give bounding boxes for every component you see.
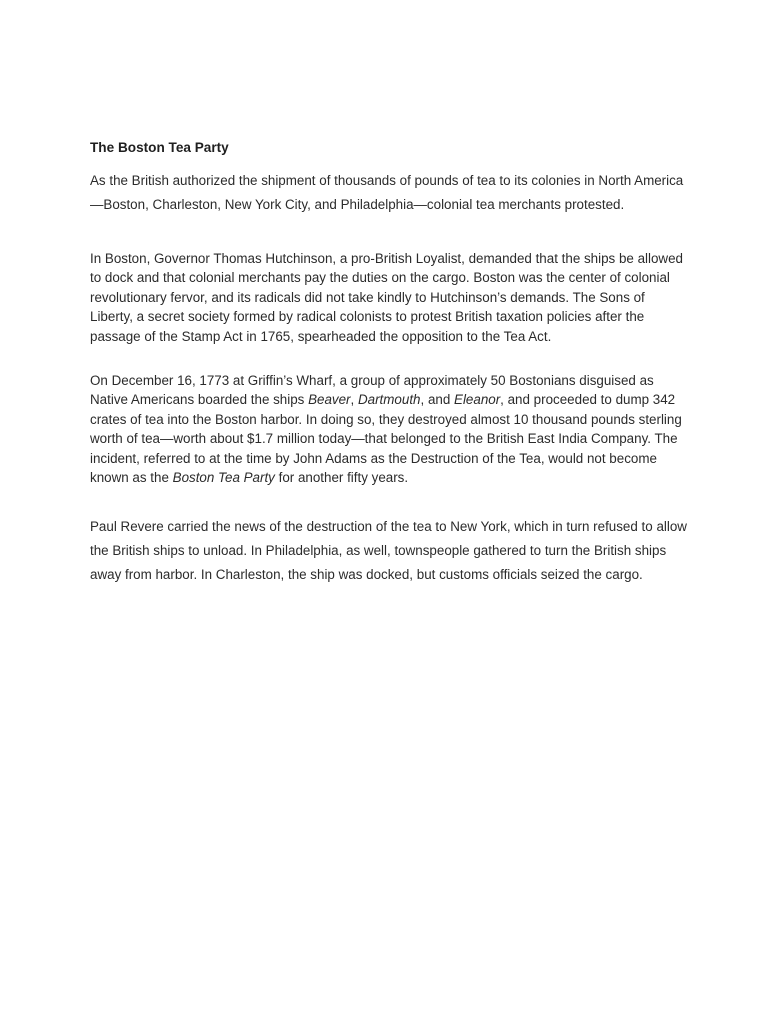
- paragraph-text: In Boston, Governor Thomas Hutchinson, a pro-British Loyalist, demanded that the ships be allowed to dock and that colonial merchants pay the duties on the cargo. Boston was the center of colonial revolutionary fervor, and its radicals did not take kindly to Hutchinson’s demands. The Sons of Liberty, a secret society formed by radical colonists to protest British taxation policies after the passage of the Stamp Act in 1765, spearheaded the opposition to the Tea Act.: [90, 251, 683, 344]
- paragraph-intro: [90, 169, 690, 217]
- event-name-italic: Boston Tea Party: [172, 470, 275, 486]
- paragraph-text: Paul Revere carried the news of the destruction of the tea to New York, which in turn refused to allow the British ships to unload. In Philadelphia, as well, townspeople gathered to turn the British ships away from harbor. In Charleston, the ship was docked, but customs officials seized the cargo.: [90, 519, 687, 583]
- ship-name-dartmouth: Dartmouth: [357, 392, 421, 408]
- document-title: The Boston Tea Party: [90, 140, 229, 155]
- paragraph-tea-party: [90, 371, 690, 487]
- ship-name-beaver: Beaver: [308, 392, 351, 408]
- paragraph-revere: [90, 515, 690, 587]
- ship-name-eleanor: Eleanor: [454, 392, 501, 408]
- paragraph-text: On December 16, 1773 at Griffin’s Wharf, a group of approximately 50 Bostonians disguised as Native Americans boarded the ships: [90, 373, 654, 408]
- document-body: [90, 139, 690, 587]
- paragraph-text: ,: [350, 392, 358, 408]
- paragraph-text: , and proceeded to dump 342 crates of tea into the Boston harbor. In doing so, they destroyed almost 10 thousand pounds sterling worth of tea—worth about $1.7 million today—that belonged to the British East India Company. The incident, referred to at the time by John Adams as the Destruction of the Tea, would not become known as the: [90, 392, 682, 486]
- paragraph-text: , and: [420, 392, 455, 408]
- paragraph-text: for another fifty years.: [274, 470, 409, 486]
- paragraph-hutchinson: [90, 249, 690, 346]
- paragraph-text: As the British authorized the shipment of thousands of pounds of tea to its colonies in North America—Boston, Charleston, New York City, and Philadelphia—colonial tea merchants protested.: [90, 173, 684, 212]
